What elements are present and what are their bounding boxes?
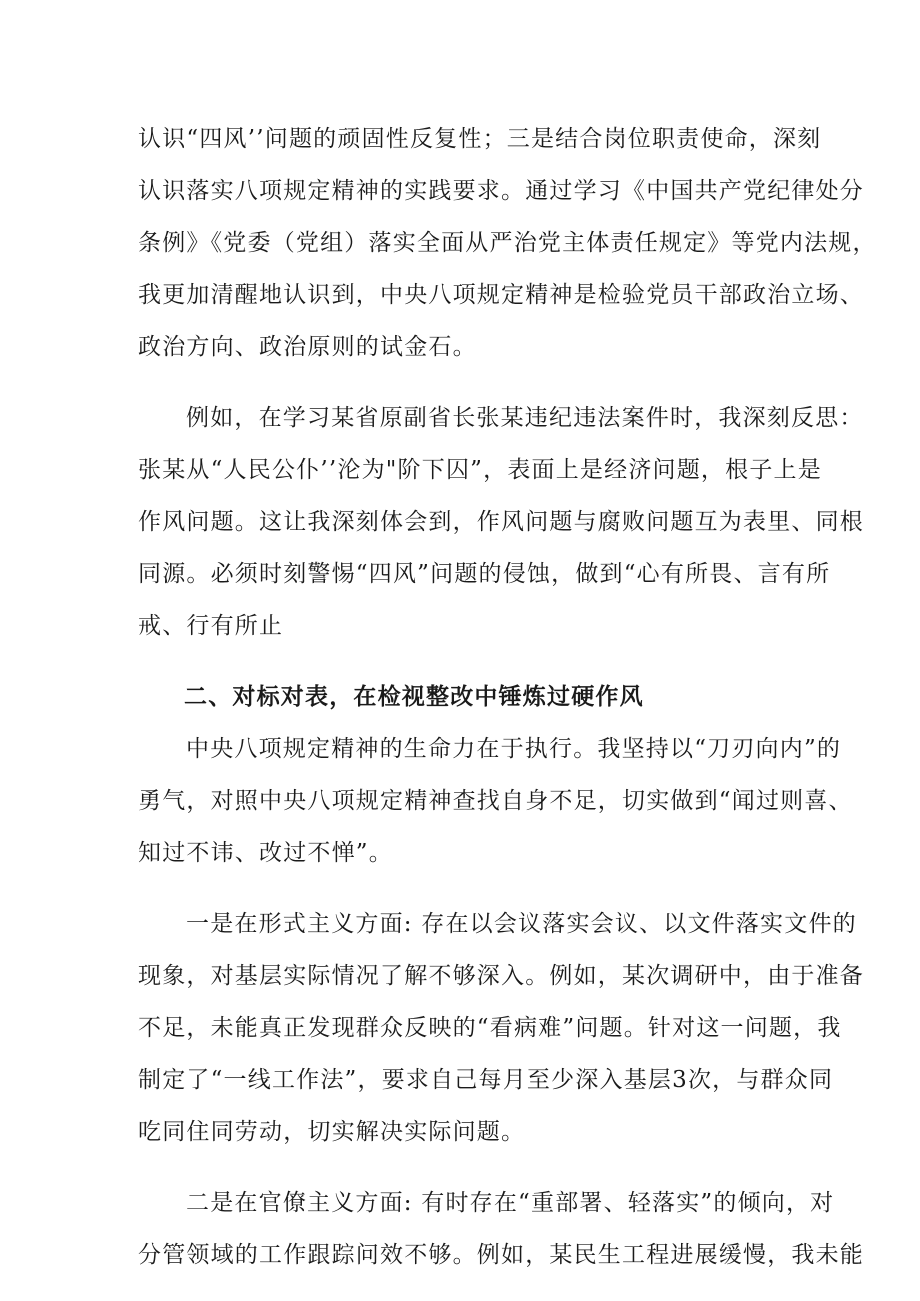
paragraph-5 [138, 1177, 864, 1281]
text-line: 不足，未能真正发现群众反映的“看病难”问题。针对这一问题，我 [138, 1015, 842, 1041]
text-line: 张某从“人民公仆’’沦为"阶下囚”，表面上是经济问题，根子上是 [138, 457, 822, 483]
text-line: 例如，在学习某省原副省长张某违纪违法案件时，我深刻反思： [186, 405, 864, 431]
text-line: 知过不讳、改过不惮”。 [138, 840, 393, 866]
text-line: 一是在形式主义方面: 存在以会议落实会议、以文件落实文件的 [186, 911, 857, 937]
text-line: 戒、行有所止 [138, 613, 284, 639]
text-line: 分管领域的工作跟踪问效不够。例如，某民生工程进展缓慢，我未能 [138, 1242, 864, 1268]
paragraph-gap [138, 652, 788, 671]
text-line: 条例》《党委（党组）落实全面从严治党主体责任规定》等党内法规， [138, 230, 877, 256]
text-line: 我更加清醒地认识到，中央八项规定精神是检验党员干部政治立场、 [138, 282, 864, 308]
paragraph-2 [138, 392, 864, 652]
text-line: 中央八项规定精神的生命力在于执行。我坚持以“刀刃向内”的 [186, 736, 842, 762]
paragraph-gap [138, 1158, 788, 1177]
paragraph-3 [138, 723, 853, 879]
text-line: 作风问题。这让我深刻体会到，作风问题与腐败问题互为表里、同根 [138, 509, 864, 535]
text-line: 勇气，对照中央八项规定精神查找自身不足，切实做到“闻过则喜、 [138, 788, 853, 814]
paragraph-1 [138, 113, 877, 373]
text-line: 同源。必须时刻警惕“四风”问题的侵蚀，做到“心有所畏、言有所 [138, 561, 831, 587]
text-line: 吃同住同劳动，切实解决实际问题。 [138, 1119, 526, 1145]
text-line: 现象，对基层实际情况了解不够深入。例如，某次调研中，由于准备 [138, 963, 864, 989]
text-line: 认识落实八项规定精神的实践要求。通过学习《中国共产党纪律处分 [138, 178, 864, 204]
text-line: 二是在官僚主义方面: 有时存在“重部署、轻落实”的倾向，对 [186, 1190, 835, 1216]
text-line: 认识“四风’’问题的顽固性反复性；三是结合岗位职责使命，深刻 [138, 126, 822, 152]
paragraph-4 [138, 898, 864, 1158]
paragraph-gap [138, 373, 788, 392]
document-body [138, 113, 877, 1281]
section-heading: 二、对标对表，在检视整改中锤炼过硬作风 [184, 684, 644, 710]
text-line: 政治方向、政治原则的试金石。 [138, 334, 477, 360]
text-line: 制定了“一线工作法”，要求自己每月至少深入基层3次，与群众同 [138, 1067, 834, 1093]
paragraph-gap [138, 879, 788, 898]
